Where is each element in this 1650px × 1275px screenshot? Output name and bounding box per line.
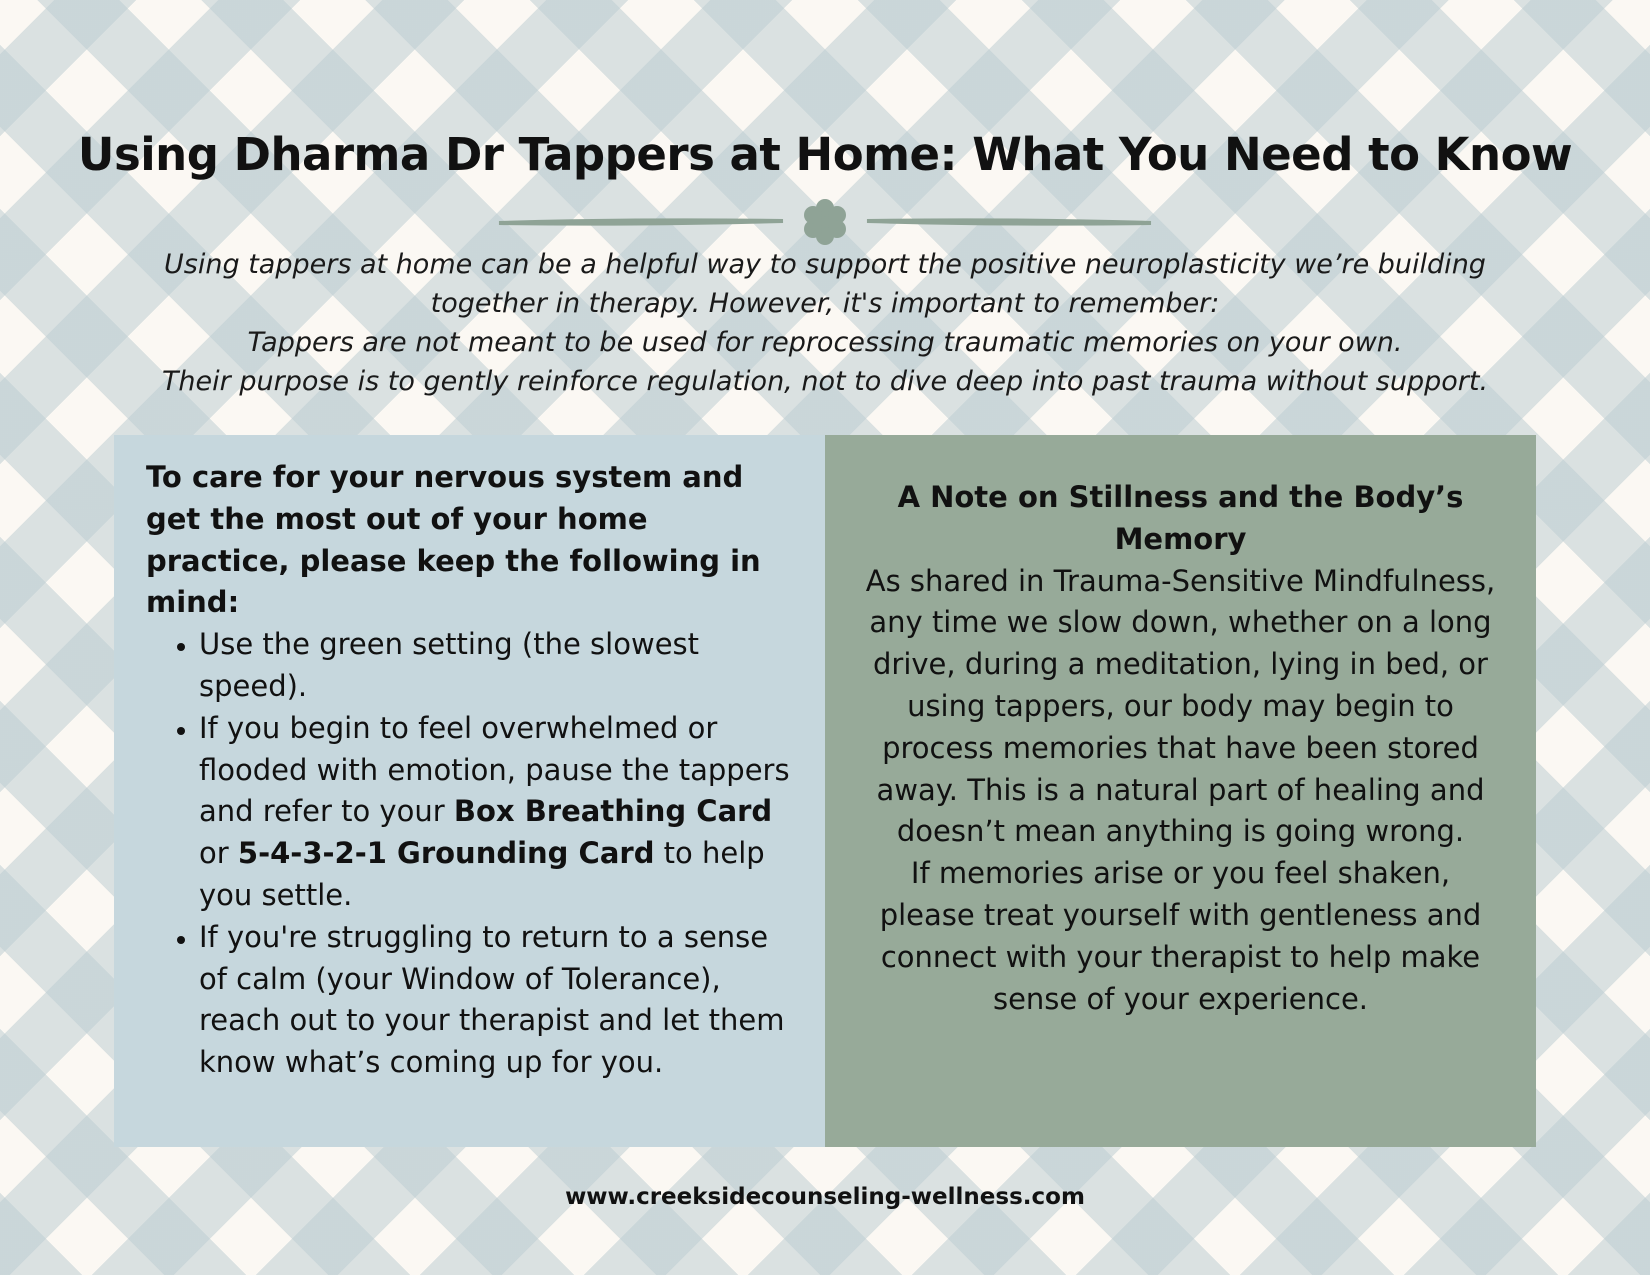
- divider-line-right: [867, 220, 1151, 223]
- tip-text: or: [199, 836, 238, 871]
- tips-panel: [114, 435, 825, 1147]
- tip-text: If you begin to feel overwhelmed or flooded with emotion, pause the tappers and refer to your: [199, 710, 790, 829]
- footer-website: www.creeksidecounseling-wellness.com: [565, 1184, 1085, 1210]
- stillness-note-panel: [825, 435, 1536, 1147]
- note-heading: A Note on Stillness and the Body’s Memory: [897, 480, 1464, 556]
- tips-list: [146, 624, 795, 1084]
- divider: [495, 198, 1155, 250]
- note-paragraph-1: As shared in Trauma-Sensitive Mindfulness, any time we slow down, whether on a long drive, during a meditation, lying in bed, or using tappers, our body may begin to process memories that have been stored away. This is a natural part of healing and doesn’t mean anything is going wrong.: [865, 563, 1496, 849]
- grounding-card-label: 5-4-3-2-1 Grounding Card: [237, 836, 655, 871]
- box-breathing-card-label: Box Breathing Card: [453, 794, 773, 829]
- intro-line-1: Using tappers at home can be a helpful way to support the positive neuroplasticity we’re building together in therapy. However, it's important to remember:: [164, 249, 1486, 319]
- divider-line-left: [499, 220, 783, 223]
- tip-text: to help you settle.: [199, 836, 765, 912]
- tip-text: Use the green setting (the slowest speed).: [199, 627, 700, 703]
- tip-item-green-setting: [199, 624, 795, 708]
- tip-item-overwhelmed: [199, 708, 795, 917]
- intro-line-3: Their purpose is to gently reinforce regulation, not to dive deep into past trauma without support.: [161, 366, 1489, 397]
- tip-item-window-of-tolerance: [199, 917, 795, 1084]
- page-title: Using Dharma Dr Tappers at Home: What You Need to Know: [77, 128, 1573, 181]
- tip-text: If you're struggling to return to a sense of calm (your Window of Tolerance), reach out to your therapist and let them know what’s coming up for you.: [199, 919, 785, 1080]
- intro-line-2: Tappers are not meant to be used for reprocessing traumatic memories on your own.: [247, 327, 1403, 358]
- tips-lead: To care for your nervous system and get the most out of your home practice, please keep the following in mind:: [146, 460, 761, 620]
- content-panels: [114, 435, 1536, 1147]
- flower-icon: [804, 199, 846, 245]
- note-paragraph-2: If memories arise or you feel shaken, please treat yourself with gentleness and connect with your therapist to help make sense of your experience.: [879, 856, 1482, 1016]
- intro: [130, 245, 1520, 401]
